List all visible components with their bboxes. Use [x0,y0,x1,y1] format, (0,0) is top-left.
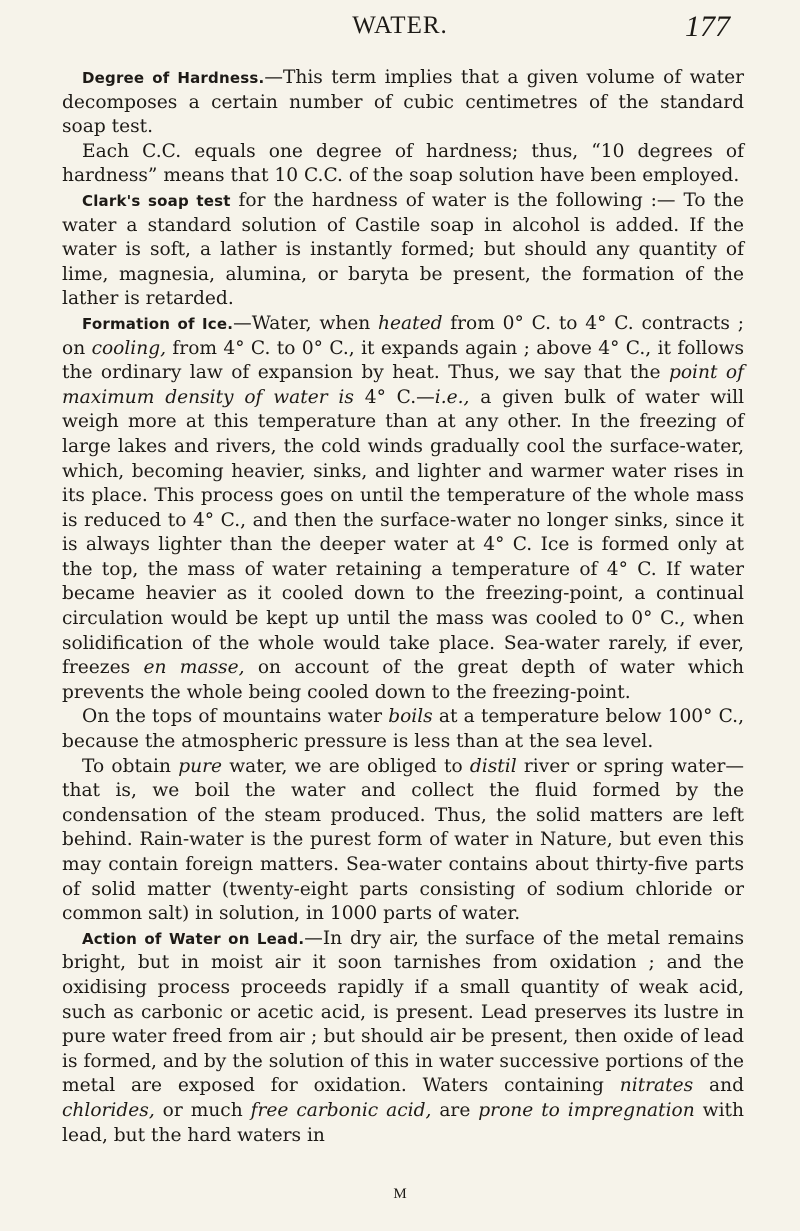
text-run: or much [154,1099,251,1121]
text-run: —Water, when [233,312,379,334]
paragraph-degree-of-hardness [62,66,744,140]
italic-run: i.e., [434,386,470,408]
paragraph-pure-water [62,755,744,927]
text-run: a given bulk of water will weigh more at this temperature than at any other. In the freezing of large lakes and rivers, the cold winds gradually cool the surface-water, which, becoming heavier, sinks, and lighter and warmer water rises in its place. This process goes on until the temperature of the whole mass is reduced to 4° C., and then the surface-water no longer sinks, since it is always lighter than the deeper water at 4° C. Ice is formed only at the top, the mass of water retaining a temperature of 4° C. If water became heavier as it cooled down to the freezing-point, a continual circulation would be kept up until the mass was cooled to 0° C., when solidification of the whole would take place. Sea-water rarely, if ever, freezes [62,386,745,679]
text-run: at a temperature below 100° C., because the atmospheric pressure is less than at the sea level. [62,706,744,753]
page-body [62,66,744,1148]
text-run: and [693,1075,744,1097]
section-heading: Formation of Ice. [82,314,234,333]
text-run: On the tops of mountains water [82,706,389,728]
section-heading: Clark's soap test [82,191,231,210]
paragraph-text: —This term implies that a given volume of water decomposes a certain number of cubic centimetres of the standard soap test. [62,67,745,138]
italic-run: en masse, [143,657,245,679]
paragraph-cc-definition [62,140,744,189]
paragraph-boiling-on-mountains [62,705,744,754]
paragraph-text: for the hardness of water is the following :— To the water a standard solution of Castile soap in alcohol is added. If the water is soft, a lather is instantly formed; but should any quantity of lime, magnesia, alumina, or baryta be present, the formation of the lather is retarded. [62,189,745,310]
text-run: are [431,1099,479,1121]
italic-run: prone to impregnation [478,1099,695,1121]
italic-run: distil [469,755,517,777]
text-run: from 4° C. to 0° C., it expands again ; above 4° C., it follows the ordinary law of expansion by heat. Thus, we say that the [62,337,744,384]
text-run: river or spring water—that is, we boil the water and collect the fluid formed by the condensation of the steam produced. Thus, the solid matters are left behind. Rain-water is the purest form of water in Nature, but even this may contain foreign matters. Sea-water contains about thirty-five parts of solid matter (twenty-eight parts consisting of sodium chloride or common salt) in solution, in 1000 parts of water. [62,755,744,925]
italic-run: boils [388,706,433,728]
paragraph-formation-of-ice [62,312,744,706]
text-run: water, we are obliged to [221,755,470,777]
paragraph-action-on-lead [62,927,744,1148]
text-run: from 0° C. to 4° C. contracts ; on [62,312,744,359]
italic-run: cooling, [91,337,167,359]
italic-run: chlorides, [62,1099,155,1121]
section-heading: Degree of Hardness. [82,69,265,87]
italic-run: point of maximum density of water is [62,362,745,408]
page-number: 177 [685,10,730,43]
italic-run: pure [178,755,222,777]
text-run: with lead, but the hard waters in [62,1099,744,1146]
text-run: To obtain [82,755,179,777]
italic-run: free carbonic acid, [250,1099,432,1121]
italic-run: nitrates [619,1075,694,1097]
paragraph-text: Each C.C. equals one degree of hardness; thus, “10 degrees of hardness” means that 10 C.C. of the soap solution have been employed. [62,140,744,187]
italic-run: heated [378,312,443,334]
text-run: 4° C.— [353,386,435,408]
running-title: WATER. [352,12,448,39]
section-heading: Action of Water on Lead. [82,929,305,948]
text-run: on account of the great depth of water which prevents the whole being cooled down to the freezing-point. [62,657,745,703]
paragraph-clarks-soap-test [62,189,744,312]
text-run: —In dry air, the surface of the metal remains bright, but in moist air it soon tarnishes from oxidation ; and the oxidising process proceeds rapidly if a small quantity of weak acid, such as carbonic or acetic acid, is present. Lead preserves its lustre in pure water freed from air ; but should air be present, then oxide of lead is formed, and by the solution of this in water successive portions of the metal are exposed for oxidation. Waters containing [62,927,744,1097]
signature-mark: M [393,1186,407,1202]
